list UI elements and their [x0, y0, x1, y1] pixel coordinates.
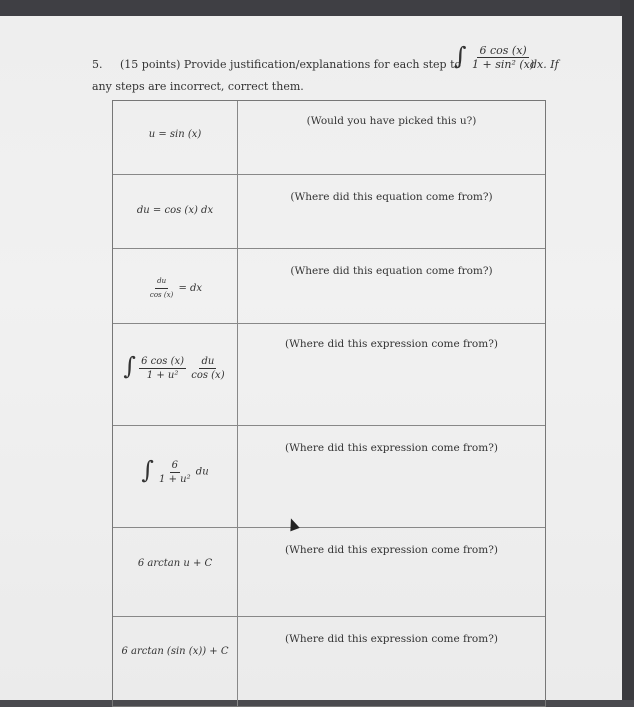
fraction-numerator: 6	[171, 459, 179, 471]
answer-cell[interactable]	[238, 101, 545, 174]
fraction-denominator: cos (x)	[191, 369, 225, 381]
integrand-numerator: 6 cos (x)	[479, 44, 527, 57]
table-row	[113, 617, 545, 706]
fraction-numerator: du	[155, 275, 168, 289]
fraction-denominator: 1 + u²	[146, 369, 179, 381]
fraction-denominator: cos (x)	[149, 291, 174, 299]
step-fraction	[148, 275, 175, 302]
step-expression: 6 arctan u + C	[137, 558, 213, 569]
problem-statement	[92, 42, 602, 96]
fraction-denominator: 1 + u²	[159, 473, 191, 485]
step-expression	[113, 458, 237, 486]
step-expression	[113, 275, 237, 302]
step-prompt: (Where did this expression come from?)	[285, 544, 498, 556]
table-row	[113, 249, 545, 324]
step-fraction	[157, 459, 193, 486]
answer-cell[interactable]	[238, 617, 545, 706]
step-expression: du = cos (x) dx	[136, 205, 214, 216]
answer-cell[interactable]	[238, 249, 545, 323]
step-cell	[113, 101, 238, 174]
step-prompt: (Where did this equation come from?)	[290, 265, 493, 277]
fraction-numerator: 6 cos (x)	[141, 355, 185, 367]
step-expression: u = sin (x)	[148, 129, 202, 140]
step-fraction	[189, 355, 226, 382]
step-prompt: (Where did this expression come from?)	[285, 442, 498, 454]
answer-cell[interactable]	[238, 324, 545, 425]
step-rhs: = dx	[178, 283, 203, 294]
step-prompt: (Would you have picked this u?)	[306, 115, 477, 127]
step-cell	[113, 175, 238, 248]
problem-integral	[454, 41, 536, 71]
integrand-fraction	[470, 44, 536, 71]
table-row	[113, 528, 545, 617]
problem-tail: dx. If	[530, 58, 559, 71]
answer-cell[interactable]	[238, 426, 545, 527]
step-prompt: (Where did this expression come from?)	[285, 633, 498, 645]
problem-text: (15 points) Provide justification/explanations for each step to	[120, 58, 462, 71]
step-expression: 6 arctan (sin (x)) + C	[121, 646, 229, 657]
problem-number: 5.	[92, 58, 103, 71]
step-rhs: du	[195, 466, 209, 478]
step-fraction	[139, 355, 186, 382]
fraction-numerator: du	[201, 355, 215, 367]
step-prompt: (Where did this expression come from?)	[285, 338, 498, 350]
integral-sign-icon: ∫	[123, 352, 136, 380]
step-prompt: (Where did this equation come from?)	[290, 191, 493, 203]
table-row	[113, 101, 545, 175]
background-right-edge	[620, 0, 634, 700]
table-row	[113, 324, 545, 426]
answer-cell[interactable]	[238, 528, 545, 616]
problem-line2: any steps are incorrect, correct them.	[92, 80, 304, 93]
integrand-denominator: 1 + sin² (x)	[472, 58, 535, 71]
integral-sign-icon: ∫	[141, 456, 154, 484]
table-row	[113, 426, 545, 528]
step-cell	[113, 249, 238, 323]
step-cell	[113, 426, 238, 527]
paper-sheet	[0, 16, 622, 700]
steps-table	[112, 100, 546, 707]
step-cell	[113, 528, 238, 616]
table-row	[113, 175, 545, 249]
step-cell	[113, 617, 238, 706]
step-expression	[113, 354, 237, 382]
integral-sign-icon: ∫	[454, 41, 467, 70]
answer-cell[interactable]	[238, 175, 545, 248]
step-cell	[113, 324, 238, 425]
